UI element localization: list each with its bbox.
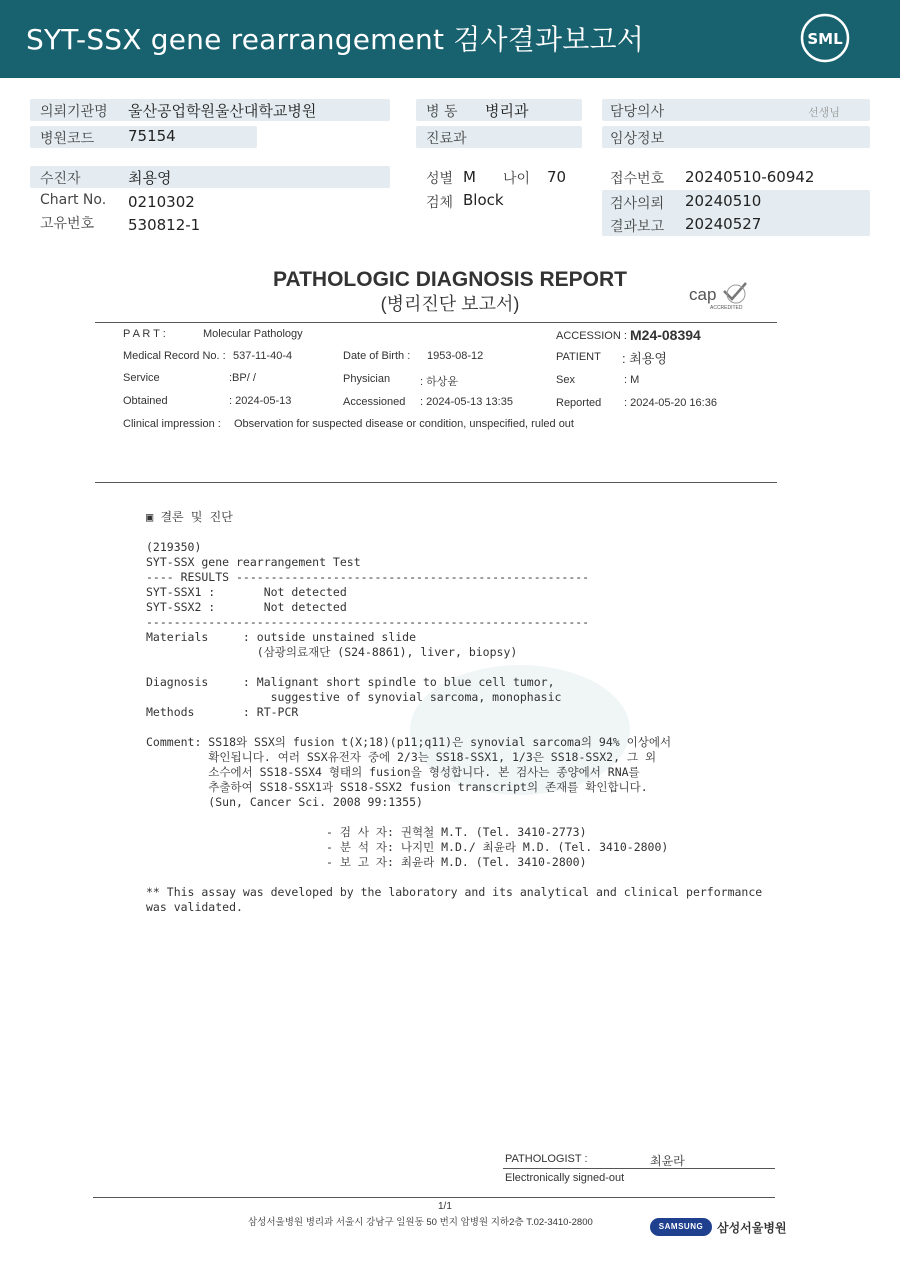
report-body-line: SYT-SSX1 : Not detected [146, 585, 347, 599]
divider-middle [95, 482, 777, 483]
hospital-code-label: 병원코드 [40, 131, 95, 147]
accession-label: ACCESSION : [556, 330, 627, 342]
result-date-label: 결과보고 [610, 219, 665, 235]
age-label: 나이 [503, 171, 531, 187]
pathologist-label: PATHOLOGIST : [505, 1153, 588, 1165]
sex-label: 성별 [426, 171, 454, 187]
cap-sub-text: ACCREDITED [710, 305, 743, 311]
page-number: 1/1 [438, 1201, 452, 1212]
report-body-line [146, 720, 762, 735]
chart-label: Chart No. [40, 192, 107, 208]
patient-hdr-value: : 최용영 [622, 351, 667, 366]
request-date-value: 20240510 [685, 192, 762, 210]
service-value: :BP/ / [229, 372, 256, 384]
report-body-line [146, 870, 762, 885]
cap-text: cap [689, 285, 717, 304]
dob-value: 1953-08-12 [427, 350, 484, 362]
divider-bottom [93, 1197, 775, 1198]
result-date-value: 20240527 [685, 215, 762, 233]
sex-value: M [463, 168, 476, 186]
report-body-line: - 검 사 자: 권혁철 M.T. (Tel. 3410-2773) [146, 825, 587, 839]
report-body-line: (삼광의료재단 (S24-8861), liver, biopsy) [146, 645, 518, 659]
ward-value: 병리과 [485, 102, 529, 120]
report-body-line: suggestive of synovial sarcoma, monophasic [146, 690, 562, 704]
receipt-label: 접수번호 [610, 171, 665, 187]
report-title-ko: (병리진단 보고서) [380, 294, 520, 314]
report-body-line: 소수에서 SS18-SSX4 형태의 fusion을 형성합니다. 본 검사는 종양에서 RNA를 [146, 765, 640, 779]
report-body-line: was validated. [146, 900, 243, 914]
patient-label: 수진자 [40, 171, 81, 187]
signed-out-text: Electronically signed-out [505, 1172, 625, 1184]
clinical-label: 임상정보 [610, 131, 665, 147]
physician-label: Physician [343, 373, 391, 385]
divider-top [95, 322, 777, 323]
part-label: P A R T : [123, 328, 166, 340]
accessioned-label: Accessioned [343, 396, 406, 408]
report-body-line: Materials : outside unstained slide [146, 630, 417, 644]
cap-accredited-logo [688, 281, 750, 311]
header-bar [0, 0, 900, 78]
impression-value: Observation for suspected disease or condition, unspecified, ruled out [234, 418, 574, 430]
patient-value: 최용영 [128, 169, 172, 187]
id-value: 530812-1 [128, 216, 201, 234]
report-body-line: SYT-SSX gene rearrangement Test [146, 555, 361, 569]
accessioned-value: : 2024-05-13 13:35 [420, 396, 513, 408]
receipt-value: 20240510-60942 [685, 168, 815, 186]
patient-row-bg [30, 166, 390, 188]
doctor-label: 담당의사 [610, 104, 665, 120]
request-date-label: 검사의뢰 [610, 196, 665, 212]
report-body-line: - 보 고 자: 최윤라 M.D. (Tel. 3410-2800) [146, 855, 587, 869]
sex-hdr-value: : M [624, 374, 640, 386]
samsung-logo: SAMSUNG [650, 1218, 712, 1236]
conclusion-section-title: ▣ 결론 및 진단 [146, 510, 233, 524]
report-body-line: Methods : RT-PCR [146, 705, 299, 719]
id-label: 고유번호 [40, 216, 95, 232]
signature-line [503, 1168, 775, 1169]
impression-label: Clinical impression : [123, 418, 221, 430]
page-title: SYT-SSX gene rearrangement 검사결과보고서 [26, 23, 644, 56]
report-body-line: - 분 석 자: 나지민 M.D./ 최윤라 M.D. (Tel. 3410-2800) [146, 840, 669, 854]
report-title-en: PATHOLOGIC DIAGNOSIS REPORT [273, 268, 627, 291]
report-body-line: (219350) [146, 540, 202, 554]
accession-value: M24-08394 [630, 327, 701, 343]
reported-label: Reported [556, 397, 602, 409]
chart-value: 0210302 [128, 193, 195, 211]
report-body-line: (Sun, Cancer Sci. 2008 99:1355) [146, 795, 423, 809]
requester-label: 의뢰기관명 [40, 104, 108, 120]
footer-address: 삼성서울병원 병리과 서울시 강남구 일원동 50 번지 암병원 지하2층 T.02-3410-2800 [248, 1217, 593, 1228]
report-body-line: 추출하여 SS18-SSX1과 SS18-SSX2 fusion transcript의 존재를 확인합니다. [146, 780, 648, 794]
service-label: Service [123, 372, 160, 384]
logo-text: SML [807, 30, 843, 48]
specimen-label: 검체 [426, 195, 454, 211]
pathologist-name: 최윤라 [650, 1154, 685, 1168]
report-body-line: ---- RESULTS --------------------------------------------------- [146, 570, 590, 584]
report-body-line [146, 660, 762, 675]
age-value: 70 [547, 168, 567, 186]
report-body-line: 확인됩니다. 여러 SSX유전자 중에 2/3는 SS18-SSX1, 1/3은 SS18-SSX2, 그 외 [146, 750, 657, 764]
reported-value: : 2024-05-20 16:36 [624, 397, 717, 409]
dob-label: Date of Birth : [343, 350, 411, 362]
report-body [146, 540, 762, 915]
sex-hdr-label: Sex [556, 374, 575, 386]
hospital-name: 삼성서울병원 [717, 1221, 787, 1235]
mrn-label: Medical Record No. : [123, 350, 226, 362]
report-body-line: SYT-SSX2 : Not detected [146, 600, 347, 614]
report-body-line: ** This assay was developed by the laboratory and its analytical and clinical performance [146, 885, 763, 899]
report-body-line [146, 810, 762, 825]
obtained-value: : 2024-05-13 [229, 395, 292, 407]
requester-value: 울산공업학원울산대학교병원 [128, 102, 317, 120]
doctor-suffix: 선생님 [808, 106, 840, 119]
part-value: Molecular Pathology [203, 328, 303, 340]
specimen-value: Block [463, 191, 504, 209]
patient-hdr-label: PATIENT [556, 351, 601, 363]
dept-label: 진료과 [426, 131, 467, 147]
physician-value: : 하상윤 [420, 376, 458, 388]
report-body-line: Diagnosis : Malignant short spindle to blue cell tumor, [146, 675, 555, 689]
obtained-label: Obtained [123, 395, 168, 407]
mrn-value: 537-11-40-4 [233, 350, 293, 362]
report-body-line: ---------------------------------------------------------------- [146, 615, 590, 629]
hospital-code-value: 75154 [128, 127, 176, 145]
sml-logo [800, 13, 850, 63]
ward-label: 병 동 [426, 104, 458, 120]
report-body-line: Comment: SS18와 SSX의 fusion t(X;18)(p11;q11)은 synovial sarcoma의 94% 이상에서 [146, 735, 672, 749]
